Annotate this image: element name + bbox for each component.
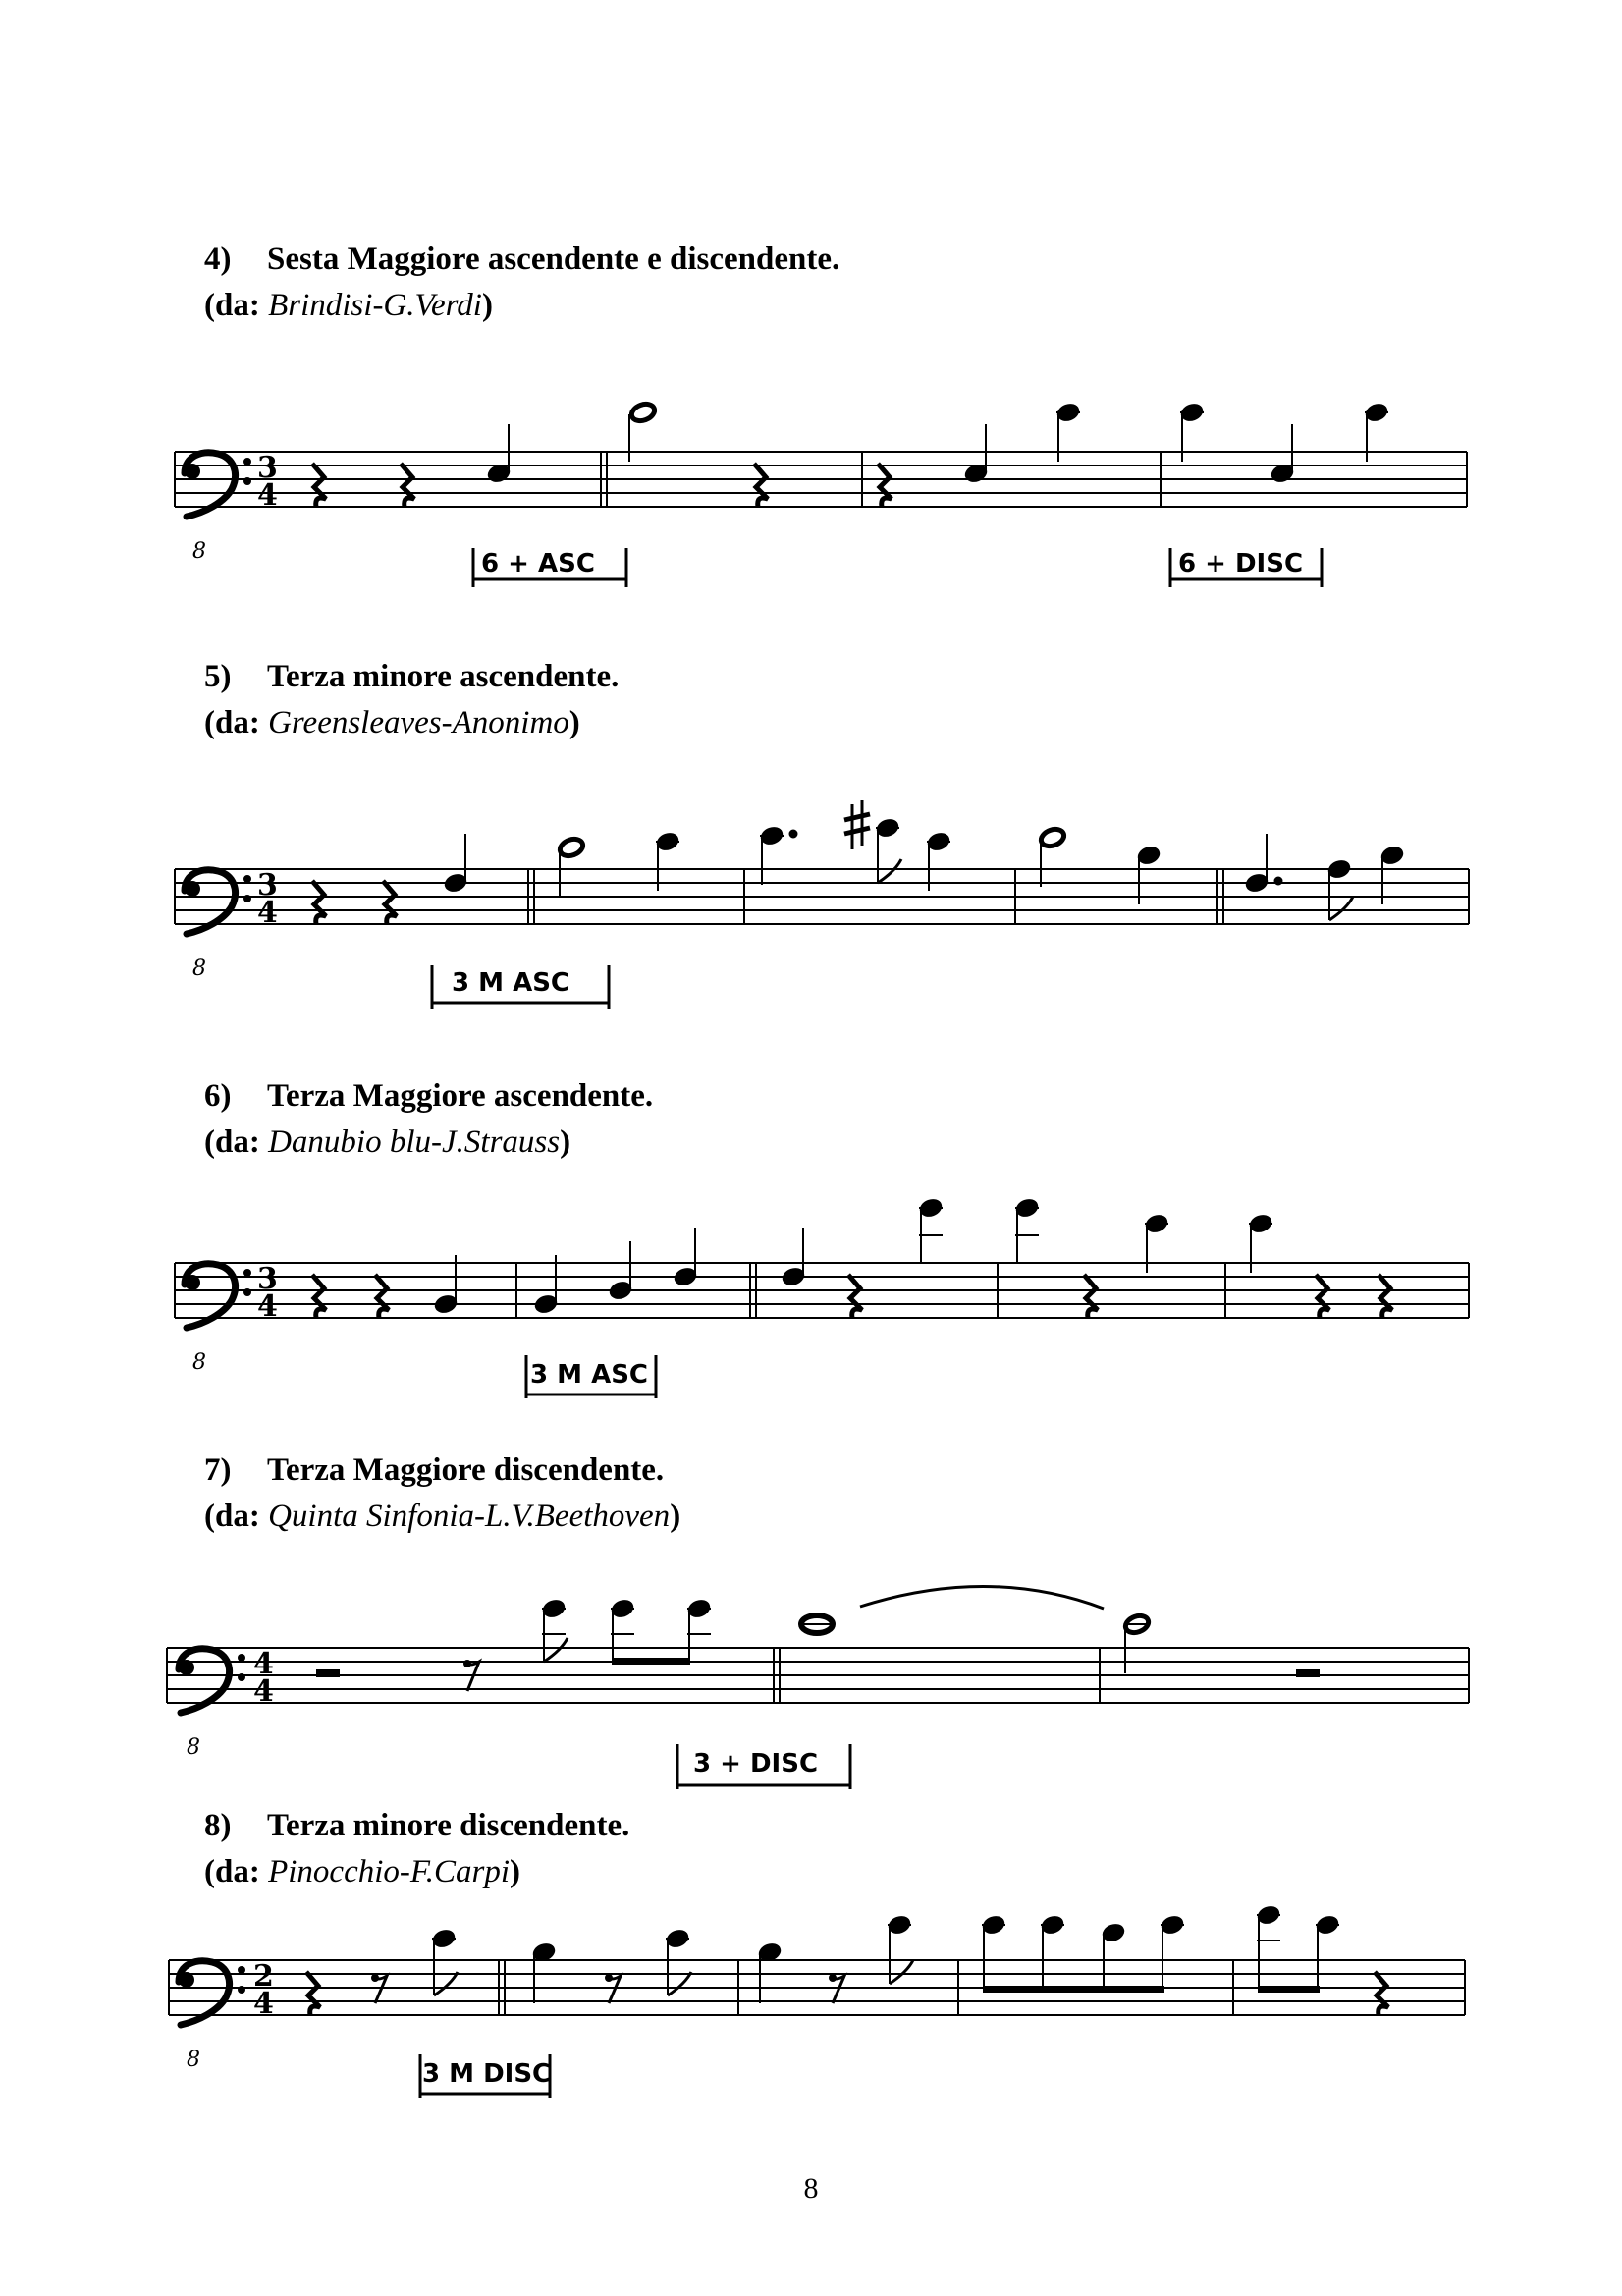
note-head-icon	[533, 1255, 559, 1315]
time-signature-top: 4	[253, 1647, 274, 1681]
note-head-icon	[531, 1941, 557, 2003]
note-head-icon	[673, 1228, 698, 1287]
exercise-source-7: (da: Quinta Sinfonia-L.V.Beethoven)	[204, 1499, 681, 1534]
note-head-icon	[1379, 845, 1405, 904]
exercise-heading-6	[204, 1077, 653, 1115]
time-signature-top: 3	[257, 868, 278, 902]
octave-mark: 8	[192, 957, 206, 981]
beam	[983, 1986, 1164, 1993]
quarter-rest-icon	[1084, 1275, 1098, 1318]
interval-label: 3 M DISC	[422, 2059, 552, 2089]
source-work: Pinocchio-F.Carpi	[268, 1854, 511, 1889]
exercise-heading-5	[204, 658, 619, 695]
music-staff-6	[0, 1188, 1622, 1414]
interval-label: 3 M ASC	[530, 1360, 648, 1390]
quarter-rest-icon	[312, 881, 326, 924]
note-head-icon	[963, 424, 989, 484]
quarter-rest-icon	[754, 464, 768, 507]
quarter-rest-icon	[375, 1275, 389, 1318]
quarter-rest-icon	[306, 1972, 320, 2015]
note-head-icon	[757, 1941, 783, 2003]
exercise-title: Sesta Maggiore ascendente e discendente.	[267, 242, 840, 277]
octave-mark: 8	[187, 2048, 200, 2072]
exercise-title: Terza minore discendente.	[267, 1808, 630, 1843]
quarter-rest-icon	[848, 1275, 862, 1318]
exercise-source-5: (da: Greensleaves-Anonimo)	[204, 705, 580, 740]
interval-label: 3 + DISC	[693, 1749, 819, 1778]
eighth-note-icon	[431, 1928, 458, 1995]
quarter-rest-icon	[312, 464, 326, 507]
quarter-rest-icon	[312, 1275, 326, 1318]
exercise-number: 7)	[204, 1452, 232, 1488]
note-head-icon	[608, 1241, 633, 1301]
note-head-icon	[486, 424, 512, 484]
note-head-icon	[1101, 1922, 1126, 1990]
half-note-icon	[1039, 826, 1066, 887]
exercise-source-8: (da: Pinocchio-F.Carpi)	[204, 1854, 521, 1889]
exercise-number: 4)	[204, 242, 232, 277]
note-head-icon	[1256, 1904, 1281, 1990]
music-staff-5	[0, 800, 1622, 1026]
beam	[612, 1658, 690, 1665]
note-head-icon	[781, 1228, 806, 1287]
octave-mark: 8	[192, 539, 206, 564]
music-staff-7	[0, 1571, 1622, 1797]
exercise-heading-8	[204, 1807, 629, 1844]
time-signature-top: 2	[253, 1959, 274, 1994]
exercise-source-6: (da: Danubio blu-J.Strauss)	[204, 1124, 571, 1160]
note-head-icon	[926, 831, 951, 891]
half-rest-icon	[316, 1669, 340, 1677]
eighth-note-icon	[665, 1928, 691, 1995]
eighth-note-icon	[541, 1598, 568, 1662]
note-head-icon	[686, 1598, 712, 1662]
note-head-icon	[610, 1598, 635, 1662]
source-work: Danubio blu-J.Strauss	[268, 1124, 561, 1160]
note-head-icon	[1136, 845, 1162, 904]
time-signature-bottom: 4	[253, 1674, 274, 1709]
music-staff-8	[0, 1905, 1622, 2131]
exercise-title: Terza Maggiore ascendente.	[267, 1078, 654, 1114]
interval-label: 6 + DISC	[1178, 549, 1304, 578]
source-work: Quinta Sinfonia-L.V.Beethoven	[268, 1499, 671, 1534]
quarter-rest-icon	[401, 464, 414, 507]
note-head-icon	[1014, 1197, 1040, 1263]
exercise-number: 8)	[204, 1808, 232, 1843]
time-signature-bottom: 4	[257, 896, 278, 930]
page-number: 8	[803, 2172, 819, 2205]
time-signature-bottom: 4	[257, 478, 278, 513]
note-head-icon	[433, 1255, 459, 1315]
interval-label: 6 + ASC	[481, 549, 595, 578]
source-work: Brindisi-G.Verdi	[268, 288, 482, 323]
half-note-icon	[1123, 1613, 1151, 1673]
exercise-number: 5)	[204, 659, 232, 694]
interval-label: 3 M ASC	[452, 968, 569, 998]
exercise-title: Terza Maggiore discendente.	[267, 1452, 665, 1488]
note-head-icon	[981, 1914, 1006, 1990]
exercise-source-4: (da: Brindisi-G.Verdi)	[204, 288, 493, 323]
note-head-icon	[1160, 1914, 1185, 1990]
time-signature-bottom: 4	[253, 1987, 274, 2021]
note-head-icon	[1270, 424, 1295, 484]
half-rest-icon	[1296, 1669, 1320, 1677]
octave-mark: 8	[187, 1735, 200, 1760]
note-head-icon	[918, 1197, 944, 1263]
note-head-icon	[1040, 1914, 1065, 1990]
note-head-icon	[655, 831, 680, 891]
whole-note-icon	[801, 1615, 833, 1633]
beam	[1258, 1986, 1320, 1993]
quarter-rest-icon	[383, 881, 397, 924]
half-note-icon	[558, 836, 585, 897]
tie-arc	[860, 1586, 1104, 1609]
time-signature-top: 3	[257, 1262, 278, 1296]
exercise-number: 6)	[204, 1078, 232, 1114]
exercise-heading-7	[204, 1451, 664, 1489]
exercise-heading-4	[204, 241, 839, 278]
quarter-rest-icon	[878, 464, 892, 507]
quarter-rest-icon	[1375, 1972, 1388, 2015]
sharp-icon	[844, 800, 870, 849]
note-head-icon	[1315, 1914, 1340, 1990]
exercise-title: Terza minore ascendente.	[267, 659, 620, 694]
source-work: Greensleaves-Anonimo	[268, 705, 569, 740]
note-head-icon	[443, 834, 468, 894]
quarter-rest-icon	[1316, 1275, 1329, 1318]
music-staff-4	[0, 393, 1622, 589]
note-head-icon	[1244, 834, 1282, 894]
octave-mark: 8	[192, 1350, 206, 1375]
eighth-note-icon	[875, 817, 901, 883]
quarter-rest-icon	[1379, 1275, 1392, 1318]
note-head-icon	[759, 825, 797, 885]
time-signature-bottom: 4	[257, 1289, 278, 1324]
time-signature-top: 3	[257, 451, 278, 485]
